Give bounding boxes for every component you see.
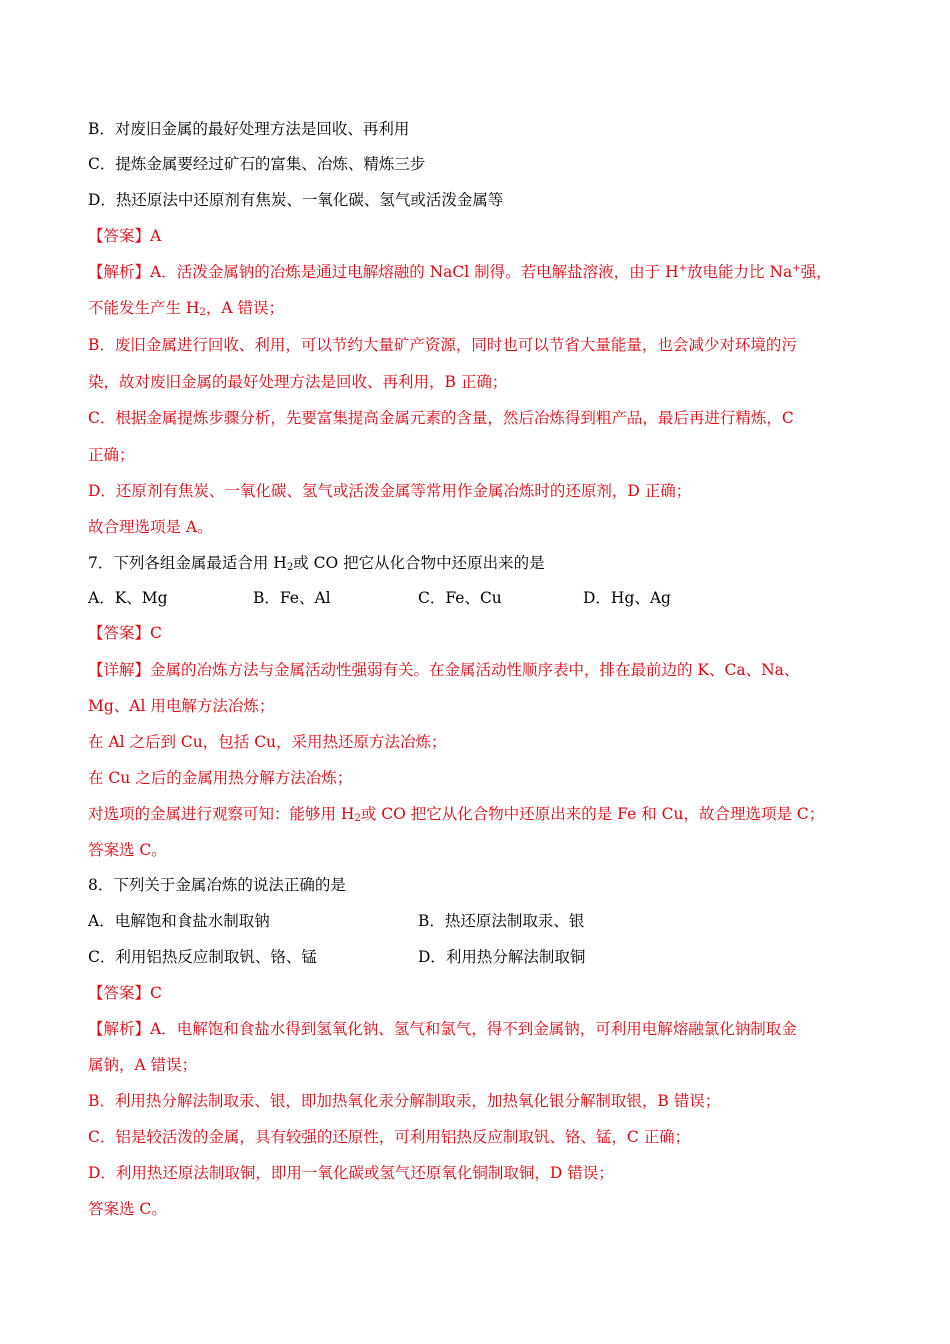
q6-explanation-line-6: 正确；: [88, 446, 135, 464]
q7-option-c: C．Fe、Cu: [418, 589, 502, 607]
q6-option-d: D．热还原法中还原剂有焦炭、一氧化碳、氢气或活泼金属等: [88, 191, 504, 209]
q8-stem: 8．下列关于金属冶炼的说法正确的是: [88, 876, 346, 894]
q6-answer: 【答案】A: [88, 227, 162, 245]
q6-explanation-line-5: C．根据金属提炼步骤分析，先要富集提高金属元素的含量，然后冶炼得到粗产品，最后再进行精炼，C: [88, 409, 794, 427]
q8-explanation-line-5: D．利用热还原法制取铜，即用一氧化碳或氢气还原氧化铜制取铜，D 错误；: [88, 1164, 614, 1182]
q8-explanation-line-6: 答案选 C。: [88, 1200, 167, 1218]
q7-option-a: A．K、Mg: [88, 589, 168, 607]
q7-explanation-line-3: 在 Al 之后到 Cu，包括 Cu，采用热还原方法冶炼；: [88, 733, 447, 751]
q7-explanation-line-6: 答案选 C。: [88, 841, 167, 859]
q7-option-d: D．Hg、Ag: [583, 589, 671, 607]
q7-explanation-line-4: 在 Cu 之后的金属用热分解方法冶炼；: [88, 769, 353, 787]
q6-option-c: C．提炼金属要经过矿石的富集、冶炼、精炼三步: [88, 155, 426, 173]
q6-explanation-line-3: B．废旧金属进行回收、利用，可以节约大量矿产资源，同时也可以节省大量能量，也会减少对环境的污: [88, 336, 797, 354]
q6-explanation-line-2: 不能发生产生 $H_2$，A 错误；: [88, 299, 284, 318]
q8-option-a: A．电解饱和食盐水制取钠: [88, 912, 270, 930]
q7-explanation-line-1: 【详解】金属的冶炼方法与金属活动性强弱有关。在金属活动性顺序表中，排在最前边的 K、Ca、Na、: [88, 661, 800, 679]
q6-explanation-line-7: D．还原剂有焦炭、一氧化碳、氢气或活泼金属等常用作金属冶炼时的还原剂，D 正确；: [88, 482, 692, 500]
q8-explanation-line-1: 【解析】A．电解饱和食盐水得到氢氧化钠、氢气和氯气，得不到金属钠，可利用电解熔融氯化钠制取金: [88, 1020, 797, 1038]
q8-answer: 【答案】C: [88, 984, 162, 1002]
q6-explanation-line-1: 【解析】A．活泼金属钠的冶炼是通过电解熔融的 NaCl 制得。若电解盐溶液，由于 H+放电能力比 Na+强，: [88, 263, 832, 281]
q8-explanation-line-3: B．利用热分解法制取汞、银，即加热氧化汞分解制取汞，加热氧化银分解制取银，B 错误；: [88, 1092, 721, 1110]
q7-stem: 7．下列各组金属最适合用 $H_2$或 CO 把它从化合物中还原出来的是: [88, 554, 545, 573]
q6-option-b: B．对废旧金属的最好处理方法是回收、再利用: [88, 120, 410, 138]
q8-explanation-line-4: C．铝是较活泼的金属，具有较强的还原性，可利用铝热反应制取钒、铬、锰，C 正确；: [88, 1128, 691, 1146]
q7-answer: 【答案】C: [88, 624, 162, 642]
q7-option-b: B．Fe、Al: [253, 589, 331, 607]
q7-explanation-line-5: 对选项的金属进行观察可知：能够用 $H_2$或 CO 把它从化合物中还原出来的是 Fe 和 Cu，故合理选项是 C；: [88, 805, 825, 824]
q8-option-d: D．利用热分解法制取铜: [418, 948, 586, 966]
q6-explanation-line-8: 故合理选项是 A。: [88, 518, 213, 536]
q8-explanation-line-2: 属钠，A 错误；: [88, 1056, 198, 1074]
q8-option-b: B．热还原法制取汞、银: [418, 912, 585, 930]
q7-explanation-line-2: Mg、Al 用电解方法冶炼；: [88, 697, 275, 715]
q8-option-c: C．利用铝热反应制取钒、铬、锰: [88, 948, 317, 966]
q6-explanation-line-4: 染，故对废旧金属的最好处理方法是回收、再利用，B 正确；: [88, 373, 508, 391]
